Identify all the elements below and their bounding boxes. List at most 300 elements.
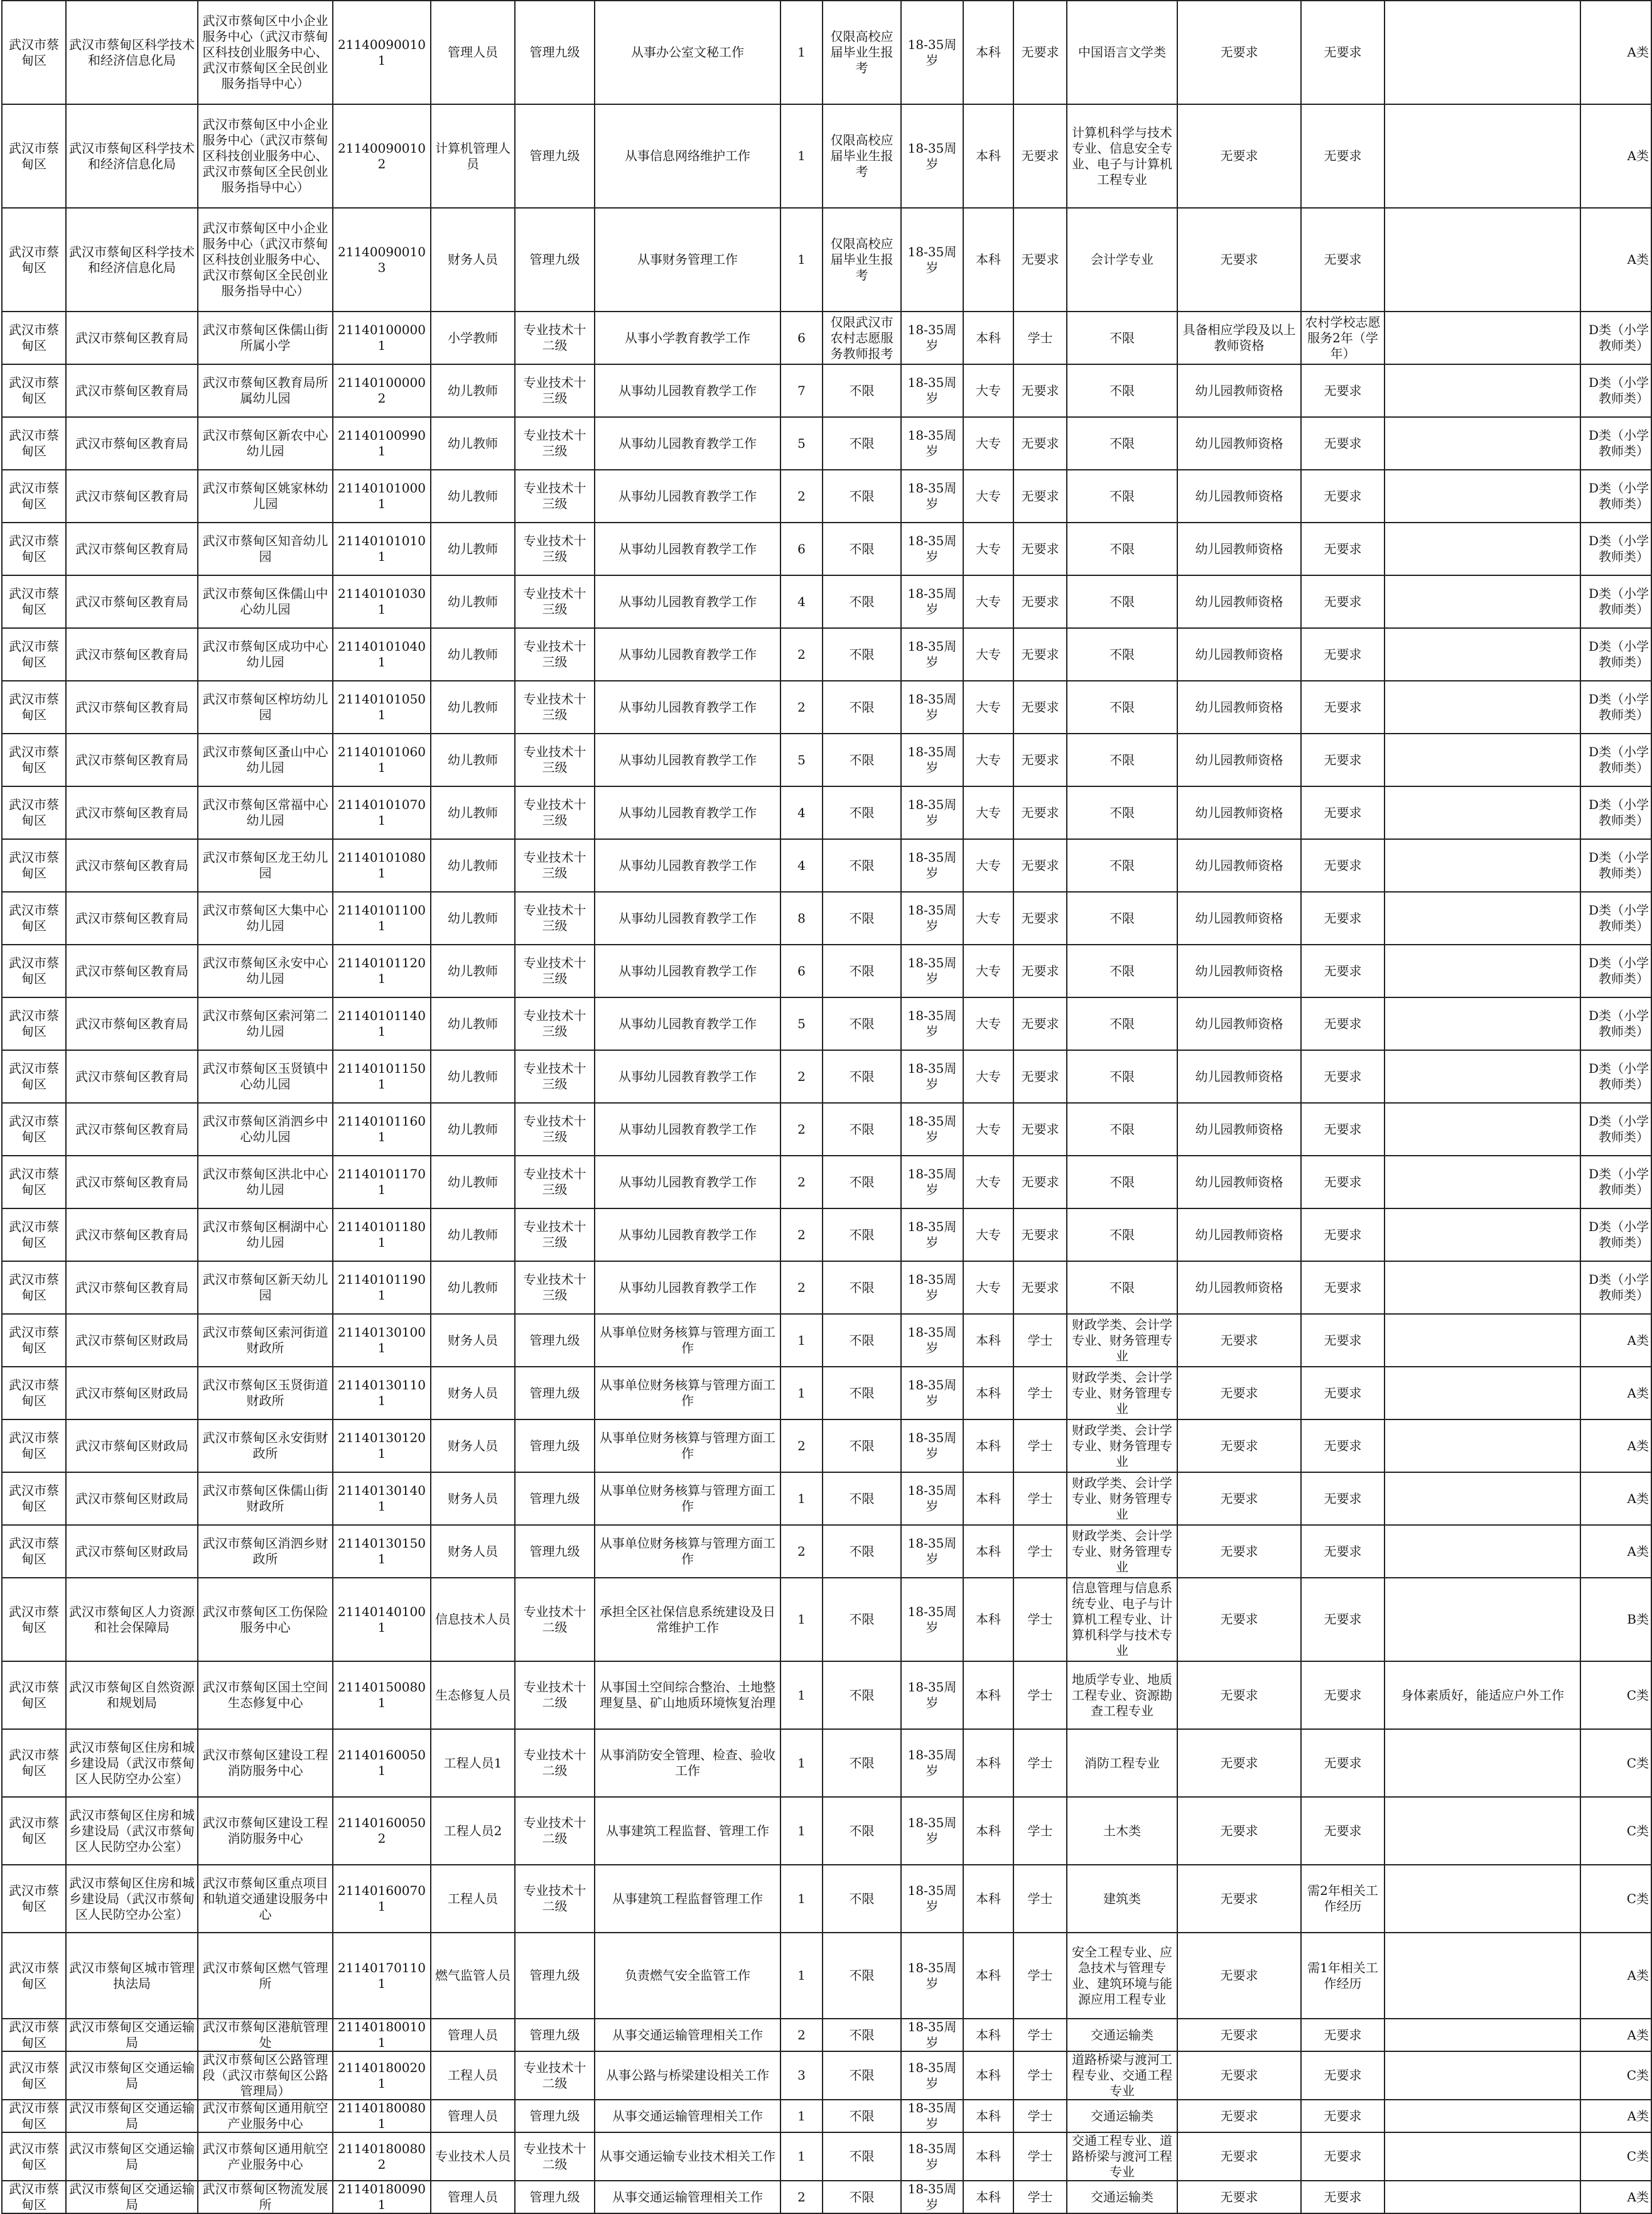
major-cell: 不限 [1067,523,1177,575]
unit-cell: 武汉市蔡甸区公路管理段（武汉市蔡甸区公路管理局） [198,2051,333,2100]
degree-cell: 无要求 [1013,945,1067,997]
education-cell: 本科 [963,1661,1013,1729]
age-cell: 18-35周岁 [901,575,963,628]
exam-category-cell: A类 [1580,1933,1651,2019]
table-row [2,839,1651,892]
district-cell: 武汉市蔡甸区 [2,417,66,470]
major-cell: 计算机科学与技术专业、信息安全专业、电子与计算机工程专业 [1067,104,1177,208]
education-cell: 大专 [963,523,1013,575]
degree-cell: 无要求 [1013,417,1067,470]
education-cell: 本科 [963,2132,1013,2181]
experience-cell: 无要求 [1301,892,1385,945]
department-cell: 武汉市蔡甸区城市管理执法局 [66,1933,198,2019]
position-name-cell: 幼儿教师 [431,523,515,575]
age-cell: 18-35周岁 [901,997,963,1050]
department-cell: 武汉市蔡甸区教育局 [66,1208,198,1261]
position-name-cell: 幼儿教师 [431,1261,515,1314]
district-cell: 武汉市蔡甸区 [2,1208,66,1261]
experience-cell: 无要求 [1301,1797,1385,1865]
grade-cell: 专业技术十二级 [515,1865,595,1933]
duty-cell: 从事幼儿园教育教学工作 [595,1103,780,1156]
education-cell: 本科 [963,1933,1013,2019]
age-cell: 18-35周岁 [901,1797,963,1865]
applicant-scope-cell: 不限 [823,892,901,945]
unit-cell: 武汉市蔡甸区常福中心幼儿园 [198,786,333,839]
exam-category-cell: C类 [1580,1729,1651,1797]
experience-cell: 无要求 [1301,1525,1385,1578]
qualification-cell: 幼儿园教师资格 [1177,470,1301,523]
position-code-cell: 211401401001 [333,1578,431,1661]
degree-cell: 学士 [1013,1933,1067,2019]
table-row [2,1419,1651,1472]
qualification-cell: 幼儿园教师资格 [1177,1103,1301,1156]
education-cell: 大专 [963,997,1013,1050]
experience-cell: 无要求 [1301,364,1385,417]
education-cell: 本科 [963,208,1013,312]
education-cell: 本科 [963,1797,1013,1865]
major-cell: 交通运输类 [1067,2181,1177,2213]
position-code-cell: 211401000001 [333,312,431,364]
position-name-cell: 管理人员 [431,1,515,104]
duty-cell: 从事消防安全管理、检查、验收工作 [595,1729,780,1797]
other-requirement-cell [1385,2019,1580,2051]
table-row [2,208,1651,312]
applicant-scope-cell: 不限 [823,1314,901,1367]
major-cell: 财政学类、会计学专业、财务管理专业 [1067,1525,1177,1578]
degree-cell: 学士 [1013,1419,1067,1472]
position-name-cell: 幼儿教师 [431,1156,515,1208]
duty-cell: 从事幼儿园教育教学工作 [595,470,780,523]
unit-cell: 武汉市蔡甸区中小企业服务中心（武汉市蔡甸区科技创业服务中心、武汉市蔡甸区全民创业服务指导中心） [198,1,333,104]
exam-category-cell: A类 [1580,1472,1651,1525]
experience-cell: 无要求 [1301,2181,1385,2213]
duty-cell: 从事幼儿园教育教学工作 [595,681,780,734]
grade-cell: 专业技术十三级 [515,734,595,786]
unit-cell: 武汉市蔡甸区建设工程消防服务中心 [198,1729,333,1797]
table-row [2,1525,1651,1578]
experience-cell: 无要求 [1301,681,1385,734]
exam-category-cell: D类（小学教师类） [1580,892,1651,945]
table-row [2,1261,1651,1314]
education-cell: 大专 [963,364,1013,417]
position-name-cell: 幼儿教师 [431,470,515,523]
qualification-cell: 幼儿园教师资格 [1177,1050,1301,1103]
other-requirement-cell [1385,2051,1580,2100]
experience-cell: 无要求 [1301,417,1385,470]
position-code-cell: 211401010601 [333,734,431,786]
exam-category-cell: D类（小学教师类） [1580,364,1651,417]
table-row [2,470,1651,523]
applicant-scope-cell: 仅限高校应届毕业生报考 [823,208,901,312]
unit-cell: 武汉市蔡甸区桐湖中心幼儿园 [198,1208,333,1261]
department-cell: 武汉市蔡甸区交通运输局 [66,2132,198,2181]
district-cell: 武汉市蔡甸区 [2,1729,66,1797]
unit-cell: 武汉市蔡甸区新天幼儿园 [198,1261,333,1314]
applicant-scope-cell: 不限 [823,2132,901,2181]
age-cell: 18-35周岁 [901,1,963,104]
department-cell: 武汉市蔡甸区教育局 [66,997,198,1050]
duty-cell: 从事交通运输管理相关工作 [595,2100,780,2132]
age-cell: 18-35周岁 [901,1472,963,1525]
grade-cell: 专业技术十三级 [515,997,595,1050]
grade-cell: 管理九级 [515,1933,595,2019]
position-name-cell: 幼儿教师 [431,892,515,945]
degree-cell: 学士 [1013,1729,1067,1797]
unit-cell: 武汉市蔡甸区中小企业服务中心（武汉市蔡甸区科技创业服务中心、武汉市蔡甸区全民创业服务指导中心） [198,208,333,312]
position-name-cell: 财务人员 [431,208,515,312]
grade-cell: 专业技术十二级 [515,1797,595,1865]
grade-cell: 专业技术十三级 [515,364,595,417]
experience-cell: 无要求 [1301,2100,1385,2132]
duty-cell: 从事幼儿园教育教学工作 [595,364,780,417]
exam-category-cell: C类 [1580,1797,1651,1865]
experience-cell: 无要求 [1301,1261,1385,1314]
applicant-scope-cell: 不限 [823,1525,901,1578]
headcount-cell: 2 [780,1103,823,1156]
education-cell: 大专 [963,470,1013,523]
exam-category-cell: C类 [1580,2132,1651,2181]
applicant-scope-cell: 仅限高校应届毕业生报考 [823,1,901,104]
duty-cell: 从事公路与桥梁建设相关工作 [595,2051,780,2100]
qualification-cell: 无要求 [1177,104,1301,208]
grade-cell: 管理九级 [515,1472,595,1525]
table-row [2,364,1651,417]
headcount-cell: 3 [780,2051,823,2100]
unit-cell: 武汉市蔡甸区索河第二幼儿园 [198,997,333,1050]
headcount-cell: 6 [780,523,823,575]
grade-cell: 管理九级 [515,1,595,104]
position-name-cell: 计算机管理人员 [431,104,515,208]
experience-cell: 无要求 [1301,470,1385,523]
qualification-cell: 无要求 [1177,1865,1301,1933]
table-row [2,2100,1651,2132]
degree-cell: 学士 [1013,1797,1067,1865]
applicant-scope-cell: 不限 [823,1208,901,1261]
grade-cell: 专业技术十三级 [515,1103,595,1156]
experience-cell: 无要求 [1301,786,1385,839]
education-cell: 本科 [963,2019,1013,2051]
applicant-scope-cell: 不限 [823,1261,901,1314]
position-code-cell: 211401800201 [333,2051,431,2100]
exam-category-cell: D类（小学教师类） [1580,575,1651,628]
degree-cell: 无要求 [1013,892,1067,945]
education-cell: 大专 [963,628,1013,681]
department-cell: 武汉市蔡甸区教育局 [66,892,198,945]
applicant-scope-cell: 不限 [823,1472,901,1525]
district-cell: 武汉市蔡甸区 [2,1367,66,1419]
education-cell: 大专 [963,575,1013,628]
position-code-cell: 211401701101 [333,1933,431,2019]
major-cell: 不限 [1067,892,1177,945]
other-requirement-cell [1385,1525,1580,1578]
unit-cell: 武汉市蔡甸区消泗乡中心幼儿园 [198,1103,333,1156]
exam-category-cell: D类（小学教师类） [1580,945,1651,997]
headcount-cell: 2 [780,2019,823,2051]
headcount-cell: 4 [780,839,823,892]
other-requirement-cell [1385,1050,1580,1103]
unit-cell: 武汉市蔡甸区永安街财政所 [198,1419,333,1472]
experience-cell: 无要求 [1301,523,1385,575]
exam-category-cell: D类（小学教师类） [1580,312,1651,364]
department-cell: 武汉市蔡甸区住房和城乡建设局（武汉市蔡甸区人民防空办公室） [66,1729,198,1797]
grade-cell: 专业技术十三级 [515,1050,595,1103]
grade-cell: 专业技术十三级 [515,523,595,575]
applicant-scope-cell: 仅限武汉市农村志愿服务教师报考 [823,312,901,364]
major-cell: 不限 [1067,470,1177,523]
age-cell: 18-35周岁 [901,1261,963,1314]
headcount-cell: 1 [780,208,823,312]
department-cell: 武汉市蔡甸区交通运输局 [66,2181,198,2213]
exam-category-cell: A类 [1580,1367,1651,1419]
department-cell: 武汉市蔡甸区教育局 [66,786,198,839]
exam-category-cell: D类（小学教师类） [1580,1050,1651,1103]
other-requirement-cell [1385,1367,1580,1419]
position-code-cell: 211401800802 [333,2132,431,2181]
exam-category-cell: A类 [1580,1419,1651,1472]
degree-cell: 学士 [1013,1314,1067,1367]
headcount-cell: 8 [780,892,823,945]
unit-cell: 武汉市蔡甸区玉贤街道财政所 [198,1367,333,1419]
degree-cell: 学士 [1013,2100,1067,2132]
experience-cell: 无要求 [1301,839,1385,892]
district-cell: 武汉市蔡甸区 [2,208,66,312]
exam-category-cell: A类 [1580,1525,1651,1578]
applicant-scope-cell: 不限 [823,1865,901,1933]
position-name-cell: 管理人员 [431,2100,515,2132]
position-code-cell: 211401011601 [333,1103,431,1156]
district-cell: 武汉市蔡甸区 [2,1,66,104]
applicant-scope-cell: 不限 [823,364,901,417]
experience-cell: 无要求 [1301,997,1385,1050]
other-requirement-cell [1385,945,1580,997]
department-cell: 武汉市蔡甸区科学技术和经济信息化局 [66,208,198,312]
headcount-cell: 1 [780,1933,823,2019]
department-cell: 武汉市蔡甸区教育局 [66,1261,198,1314]
qualification-cell: 无要求 [1177,1933,1301,2019]
exam-category-cell: A类 [1580,1,1651,104]
grade-cell: 专业技术十三级 [515,628,595,681]
position-code-cell: 211401011801 [333,1208,431,1261]
major-cell: 交通运输类 [1067,2100,1177,2132]
unit-cell: 武汉市蔡甸区侏儒山街所属小学 [198,312,333,364]
department-cell: 武汉市蔡甸区财政局 [66,1472,198,1525]
major-cell: 不限 [1067,1208,1177,1261]
degree-cell: 学士 [1013,312,1067,364]
education-cell: 本科 [963,1472,1013,1525]
unit-cell: 武汉市蔡甸区侏儒山街财政所 [198,1472,333,1525]
duty-cell: 从事交通运输管理相关工作 [595,2019,780,2051]
table-row [2,1729,1651,1797]
applicant-scope-cell: 不限 [823,734,901,786]
position-name-cell: 财务人员 [431,1367,515,1419]
department-cell: 武汉市蔡甸区教育局 [66,945,198,997]
district-cell: 武汉市蔡甸区 [2,1419,66,1472]
position-code-cell: 211401000002 [333,364,431,417]
grade-cell: 专业技术十三级 [515,839,595,892]
degree-cell: 无要求 [1013,1208,1067,1261]
age-cell: 18-35周岁 [901,1103,963,1156]
position-name-cell: 管理人员 [431,2019,515,2051]
department-cell: 武汉市蔡甸区教育局 [66,312,198,364]
other-requirement-cell [1385,2100,1580,2132]
position-code-cell: 211401600501 [333,1729,431,1797]
district-cell: 武汉市蔡甸区 [2,575,66,628]
duty-cell: 从事幼儿园教育教学工作 [595,417,780,470]
age-cell: 18-35周岁 [901,208,963,312]
qualification-cell: 无要求 [1177,1729,1301,1797]
major-cell: 不限 [1067,628,1177,681]
education-cell: 大专 [963,734,1013,786]
district-cell: 武汉市蔡甸区 [2,839,66,892]
department-cell: 武汉市蔡甸区教育局 [66,575,198,628]
headcount-cell: 7 [780,364,823,417]
age-cell: 18-35周岁 [901,364,963,417]
applicant-scope-cell: 不限 [823,1729,901,1797]
duty-cell: 从事幼儿园教育教学工作 [595,1050,780,1103]
grade-cell: 专业技术十二级 [515,1661,595,1729]
table-row [2,1314,1651,1367]
age-cell: 18-35周岁 [901,1050,963,1103]
department-cell: 武汉市蔡甸区教育局 [66,628,198,681]
grade-cell: 管理九级 [515,1419,595,1472]
department-cell: 武汉市蔡甸区教育局 [66,523,198,575]
applicant-scope-cell: 不限 [823,997,901,1050]
grade-cell: 专业技术十二级 [515,1578,595,1661]
applicant-scope-cell: 不限 [823,2019,901,2051]
qualification-cell: 无要求 [1177,1797,1301,1865]
district-cell: 武汉市蔡甸区 [2,1472,66,1525]
duty-cell: 负责燃气安全监管工作 [595,1933,780,2019]
qualification-cell: 幼儿园教师资格 [1177,839,1301,892]
unit-cell: 武汉市蔡甸区通用航空产业服务中心 [198,2132,333,2181]
department-cell: 武汉市蔡甸区教育局 [66,470,198,523]
age-cell: 18-35周岁 [901,839,963,892]
position-name-cell: 小学教师 [431,312,515,364]
education-cell: 本科 [963,2051,1013,2100]
duty-cell: 从事幼儿园教育教学工作 [595,523,780,575]
degree-cell: 无要求 [1013,786,1067,839]
education-cell: 本科 [963,1419,1013,1472]
table-row [2,1,1651,104]
education-cell: 大专 [963,417,1013,470]
department-cell: 武汉市蔡甸区科学技术和经济信息化局 [66,1,198,104]
unit-cell: 武汉市蔡甸区索河街道财政所 [198,1314,333,1367]
position-name-cell: 幼儿教师 [431,945,515,997]
degree-cell: 无要求 [1013,1156,1067,1208]
district-cell: 武汉市蔡甸区 [2,2019,66,2051]
other-requirement-cell [1385,523,1580,575]
headcount-cell: 1 [780,1578,823,1661]
district-cell: 武汉市蔡甸区 [2,997,66,1050]
major-cell: 不限 [1067,312,1177,364]
other-requirement-cell [1385,364,1580,417]
experience-cell: 无要求 [1301,1419,1385,1472]
district-cell: 武汉市蔡甸区 [2,628,66,681]
degree-cell: 学士 [1013,2019,1067,2051]
headcount-cell: 1 [780,104,823,208]
grade-cell: 专业技术十二级 [515,2132,595,2181]
position-code-cell: 211401011901 [333,1261,431,1314]
duty-cell: 从事交通运输专业技术相关工作 [595,2132,780,2181]
education-cell: 大专 [963,1050,1013,1103]
district-cell: 武汉市蔡甸区 [2,945,66,997]
table-row [2,1865,1651,1933]
other-requirement-cell [1385,417,1580,470]
position-name-cell: 专业技术人员 [431,2132,515,2181]
qualification-cell: 幼儿园教师资格 [1177,734,1301,786]
exam-category-cell: A类 [1580,104,1651,208]
degree-cell: 无要求 [1013,575,1067,628]
position-name-cell: 幼儿教师 [431,1103,515,1156]
applicant-scope-cell: 不限 [823,1156,901,1208]
other-requirement-cell [1385,1865,1580,1933]
other-requirement-cell [1385,2181,1580,2213]
other-requirement-cell [1385,839,1580,892]
duty-cell: 从事幼儿园教育教学工作 [595,892,780,945]
headcount-cell: 2 [780,1261,823,1314]
table-row [2,734,1651,786]
unit-cell: 武汉市蔡甸区工伤保险服务中心 [198,1578,333,1661]
position-code-cell: 211401800801 [333,2100,431,2132]
position-code-cell: 211401010701 [333,786,431,839]
major-cell: 信息管理与信息系统专业、电子与计算机工程专业、计算机科学与技术专业 [1067,1578,1177,1661]
major-cell: 建筑类 [1067,1865,1177,1933]
headcount-cell: 2 [780,628,823,681]
major-cell: 消防工程专业 [1067,1729,1177,1797]
other-requirement-cell [1385,1472,1580,1525]
qualification-cell: 无要求 [1177,2100,1301,2132]
other-requirement-cell [1385,104,1580,208]
department-cell: 武汉市蔡甸区交通运输局 [66,2100,198,2132]
position-code-cell: 211401010501 [333,681,431,734]
unit-cell: 武汉市蔡甸区重点项目和轨道交通建设服务中心 [198,1865,333,1933]
major-cell: 不限 [1067,681,1177,734]
headcount-cell: 1 [780,1367,823,1419]
department-cell: 武汉市蔡甸区住房和城乡建设局（武汉市蔡甸区人民防空办公室） [66,1865,198,1933]
qualification-cell: 幼儿园教师资格 [1177,628,1301,681]
duty-cell: 从事小学教育教学工作 [595,312,780,364]
grade-cell: 管理九级 [515,1314,595,1367]
education-cell: 本科 [963,312,1013,364]
district-cell: 武汉市蔡甸区 [2,1865,66,1933]
duty-cell: 从事国土空间综合整治、土地整理复垦、矿山地质环境恢复治理 [595,1661,780,1729]
position-code-cell: 211401301201 [333,1419,431,1472]
position-name-cell: 财务人员 [431,1525,515,1578]
duty-cell: 从事幼儿园教育教学工作 [595,997,780,1050]
degree-cell: 学士 [1013,2181,1067,2213]
position-code-cell: 211401011501 [333,1050,431,1103]
position-code-cell: 211401301401 [333,1472,431,1525]
other-requirement-cell [1385,734,1580,786]
position-code-cell: 211401301001 [333,1314,431,1367]
district-cell: 武汉市蔡甸区 [2,1578,66,1661]
position-name-cell: 工程人员 [431,2051,515,2100]
applicant-scope-cell: 不限 [823,417,901,470]
experience-cell: 无要求 [1301,1729,1385,1797]
qualification-cell: 幼儿园教师资格 [1177,945,1301,997]
education-cell: 本科 [963,1,1013,104]
age-cell: 18-35周岁 [901,417,963,470]
qualification-cell: 幼儿园教师资格 [1177,997,1301,1050]
education-cell: 大专 [963,839,1013,892]
table-row [2,786,1651,839]
exam-category-cell: D类（小学教师类） [1580,628,1651,681]
grade-cell: 管理九级 [515,2019,595,2051]
department-cell: 武汉市蔡甸区教育局 [66,1103,198,1156]
district-cell: 武汉市蔡甸区 [2,1156,66,1208]
applicant-scope-cell: 不限 [823,1578,901,1661]
headcount-cell: 1 [780,1865,823,1933]
